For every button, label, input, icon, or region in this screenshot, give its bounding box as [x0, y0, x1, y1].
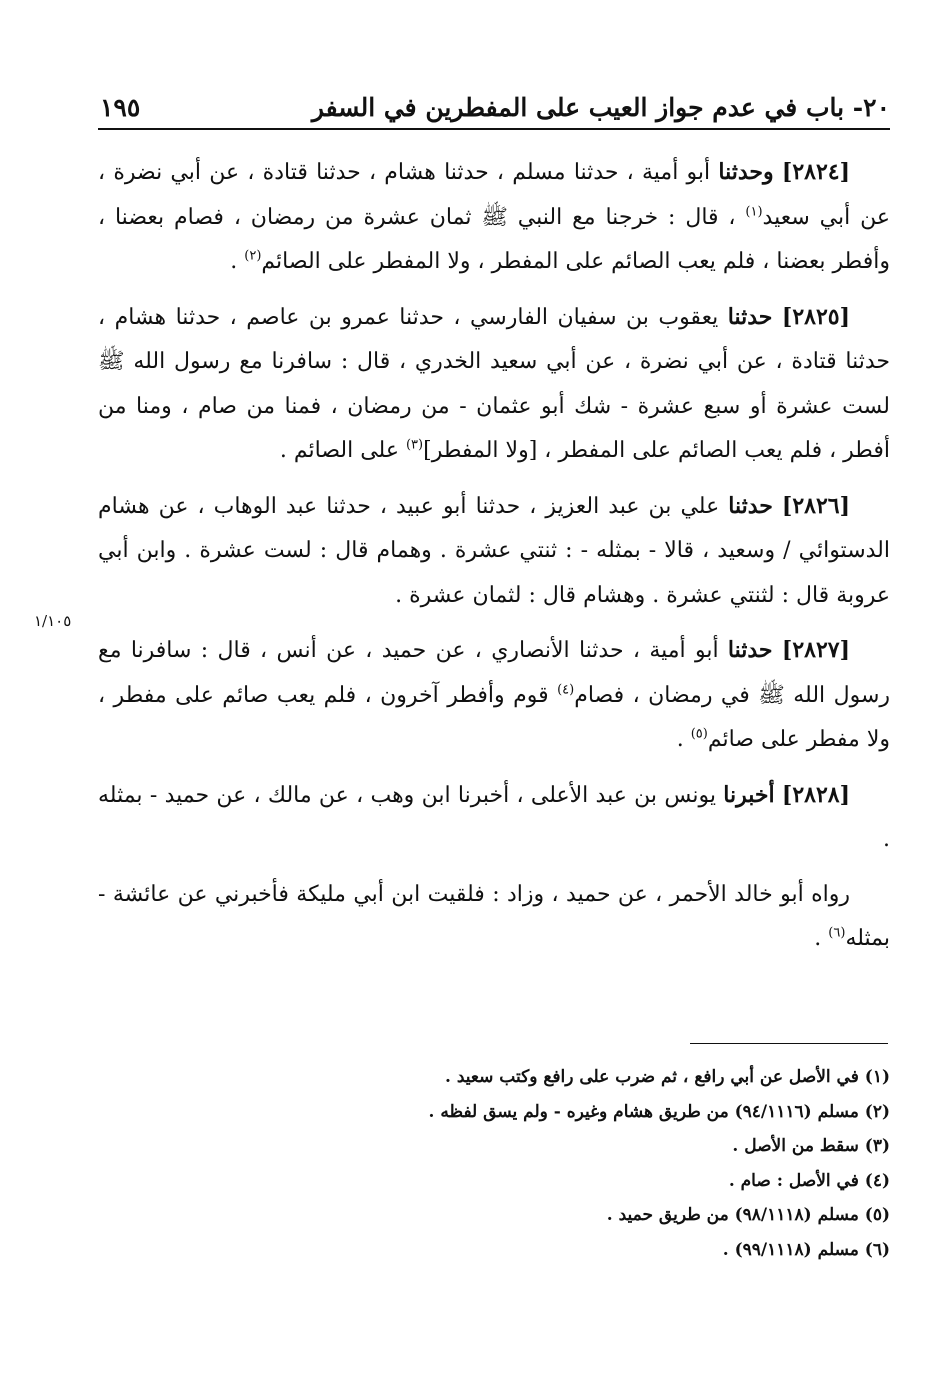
hadith-lead: حدثنا	[727, 637, 773, 663]
hadith-text: ، قال : خرجنا مع النبي ﷺ ثمان عشرة من رمضان ، فصام بعضنا ، وأفطر بعضنا ، فلم يعب الصائم على المفطر ، ولا المفطر على الصائم	[98, 204, 890, 274]
footnote-ref: (٢)	[244, 248, 262, 264]
main-text	[98, 150, 890, 972]
running-header	[98, 78, 890, 122]
hadith-text: علي بن عبد العزيز ، حدثنا أبو عبيد ، حدثنا عبد الوهاب ، عن هشام الدستوائي / وسعيد ، قالا - بمثله - : ثنتي عشرة . وهمام قال : لست عشرة . وابن أبي عروبة قال : لثنتي عشرة . وهشام قال : لثمان عشرة .	[98, 493, 890, 608]
hadith-2827	[98, 628, 890, 763]
footnotes	[120, 1060, 890, 1267]
hadith-lead: وحدثنا	[718, 159, 774, 185]
chapter-title: ٢٠- باب في عدم جواز العيب على المفطرين في السفر	[311, 93, 890, 122]
page-number: ١٩٥	[100, 93, 141, 122]
hadith-2824	[98, 150, 890, 285]
hadith-text: .	[676, 727, 691, 752]
footnote-separator	[690, 1043, 888, 1044]
hadith-text: قوم وأفطر آخرون ، فلم يعب صائم على مفطر ، ولا مفطر على صائم	[98, 682, 890, 752]
footnote-4: (٤) في الأصل : صام .	[728, 1170, 890, 1191]
footnote-ref: (١)	[745, 204, 763, 220]
hadith-number: [٢٨٢٧]	[781, 637, 850, 663]
footnote-ref: (٦)	[828, 925, 846, 941]
footnote-1: (١) في الأصل عن أبي رافع ، ثم ضرب على رافع وكتب سعيد .	[445, 1067, 890, 1087]
footnote-5: (٥) مسلم (٩٨/١١١٨) من طريق حميد .	[606, 1205, 890, 1225]
hadith-lead: حدثنا	[728, 492, 773, 519]
hadith-text: أبو أمية ، حدثنا الأنصاري ، عن حميد ، عن أنس ، قال : سافرنا مع رسول الله ﷺ في رمضان ، فصام	[98, 638, 890, 708]
hadith-number: [٢٨٢٤]	[781, 159, 850, 185]
footnote-3: (٣) سقط من الأصل .	[732, 1136, 890, 1156]
hadith-text: على الصائم .	[279, 438, 406, 463]
hadith-lead: حدثنا	[727, 303, 773, 330]
footnote-6: (٦) مسلم (٩٩/١١١٨) .	[722, 1239, 890, 1260]
riwaya-paragraph	[98, 873, 890, 962]
footnote-2: (٢) مسلم (٩٤/١١١٦) من طريق هشام وغيره - ولم يسق لفظه .	[428, 1101, 890, 1122]
hadith-text: أبو أمية ، حدثنا مسلم ، حدثنا هشام ، حدثنا قتادة ، عن أبي نضرة ، عن أبي سعيد	[98, 160, 890, 230]
hadith-lead: أخبرنا	[723, 781, 775, 808]
footnote-ref: (٤)	[557, 682, 575, 698]
footnote-ref: (٥)	[690, 726, 708, 742]
hadith-number: [٢٨٢٥]	[781, 303, 850, 330]
hadith-number: [٢٨٢٨]	[781, 781, 850, 808]
hadith-2826	[98, 484, 890, 619]
riwaya-text: رواه أبو خالد الأحمر ، عن حميد ، وزاد : فلقيت ابن أبي مليكة فأخبرني عن عائشة - بمثله	[98, 881, 890, 951]
hadith-number: [٢٨٢٦]	[781, 492, 850, 519]
riwaya-text: .	[814, 926, 829, 951]
hadith-text: .	[230, 249, 245, 274]
footnote-ref: (٣)	[405, 437, 424, 453]
margin-folio-note: ١/١٠٥	[34, 612, 72, 630]
hadith-2828	[98, 773, 890, 863]
hadith-text: يعقوب بن سفيان الفارسي ، حدثنا عمرو بن عاصم ، حدثنا هشام ، حدثنا قتادة ، عن أبي نضرة ، عن أبي سعيد الخدري ، قال : سافرنا مع رسول الله ﷺ لست عشرة أو سبع عشرة - شك أبو عثمان - من رمضان ، فمنا من صام ، ومنا من أفطر ، فلم يعب الصائم على المفطر ، [ولا المفطر]	[98, 304, 890, 463]
header-rule	[98, 128, 890, 130]
hadith-text: يونس بن عبد الأعلى ، أخبرنا ابن وهب ، عن مالك ، عن حميد - بمثله .	[98, 782, 890, 852]
hadith-2825	[98, 295, 890, 474]
